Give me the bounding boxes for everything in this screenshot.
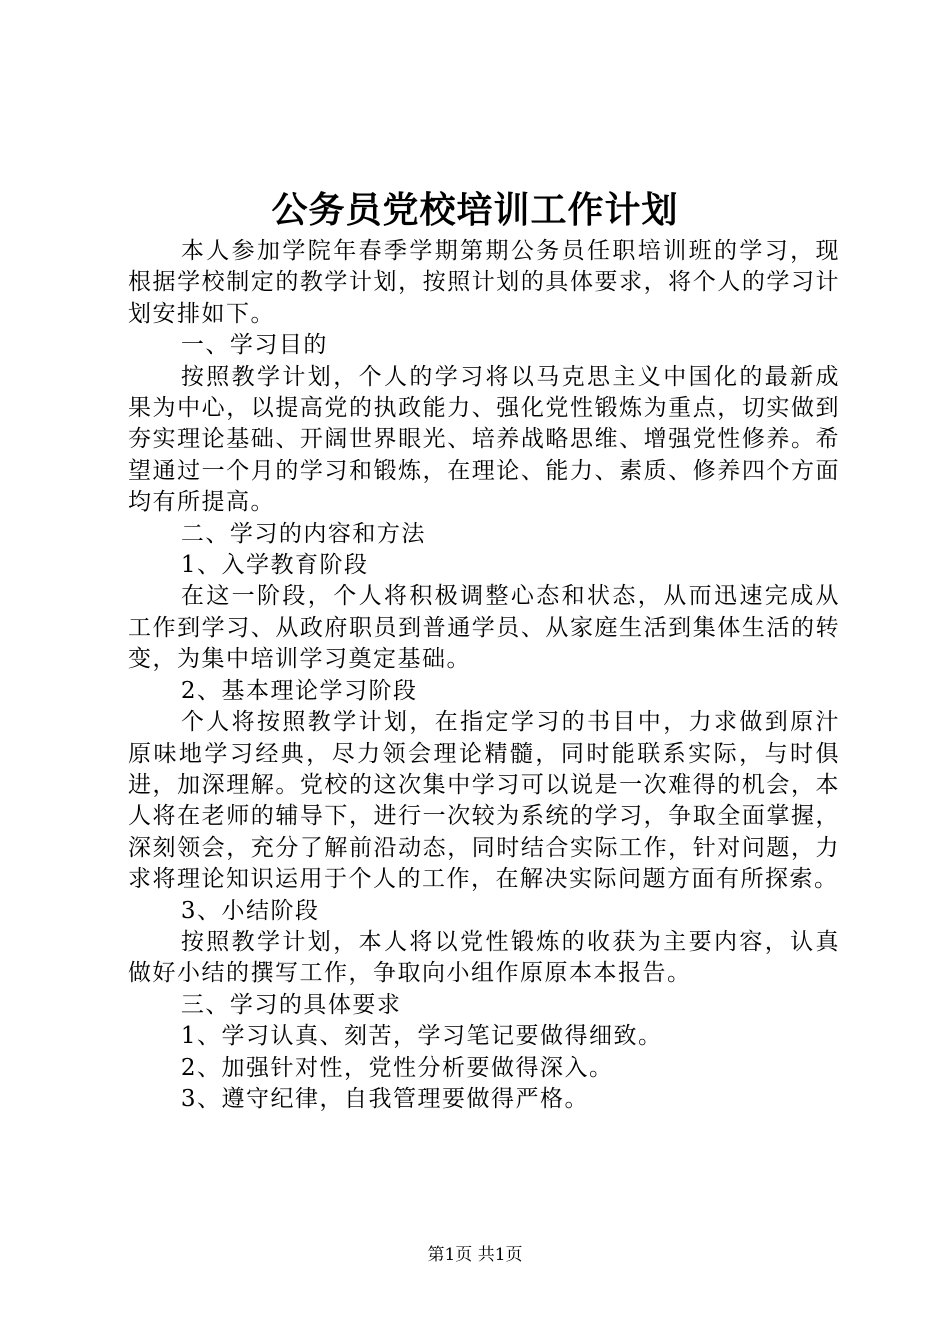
- subheading-theory-stage: 2、基本理论学习阶段: [180, 677, 418, 704]
- enrollment-stage-paragraph: 在这一阶段，个人将积极调整心态和状态，从而迅速完成从工作到学习、从政府职员到普通学员、从家庭生活到集体生活的转变，为集中培训学习奠定基础。: [128, 583, 840, 673]
- section-heading-purpose: 一、学习目的: [180, 332, 328, 359]
- subheading-summary-stage: 3、小结阶段: [180, 897, 320, 924]
- section-heading-requirements: 三、学习的具体要求: [180, 991, 402, 1018]
- section-heading-content-method: 二、学习的内容和方法: [180, 520, 426, 547]
- subheading-enrollment-stage: 1、入学教育阶段: [180, 552, 369, 579]
- intro-paragraph: 本人参加学院年春季学期第期公务员任职培训班的学习，现根据学校制定的教学计划，按照计划的具体要求，将个人的学习计划安排如下。: [128, 238, 840, 327]
- document-title: 公务员党校培训工作计划: [271, 189, 679, 231]
- summary-stage-paragraph: 按照教学计划，本人将以党性锻炼的收获为主要内容，认真做好小结的撰写工作，争取向小组作原原本本报告。: [128, 928, 840, 987]
- purpose-paragraph: 按照教学计划，个人的学习将以马克思主义中国化的最新成果为中心，以提高党的执政能力、强化党性锻炼为重点，切实做到夯实理论基础、开阔世界眼光、培养战略思维、增强党性修养。希望通过一个月的学习和锻炼，在理论、能力、素质、修养四个方面均有所提高。: [128, 363, 840, 516]
- requirement-item: 3、遵守纪律，自我管理要做得严格。: [180, 1085, 590, 1112]
- requirement-item: 1、学习认真、刻苦，学习笔记要做得细致。: [180, 1023, 663, 1050]
- page-footer: 第1页 共1页: [427, 1245, 523, 1265]
- theory-stage-paragraph: 个人将按照教学计划，在指定学习的书目中，力求做到原汁原味地学习经典，尽力领会理论精髓，同时能联系实际，与时俱进，加深理解。党校的这次集中学习可以说是一次难得的机会，本人将在老师的辅导下，进行一次较为系统的学习，争取全面掌握，深刻领会，充分了解前沿动态，同时结合实际工作，针对问题，力求将理论知识运用于个人的工作，在解决实际问题方面有所探索。: [128, 709, 840, 893]
- document-body: [128, 236, 840, 1115]
- requirement-item: 2、加强针对性，党性分析要做得深入。: [180, 1054, 614, 1081]
